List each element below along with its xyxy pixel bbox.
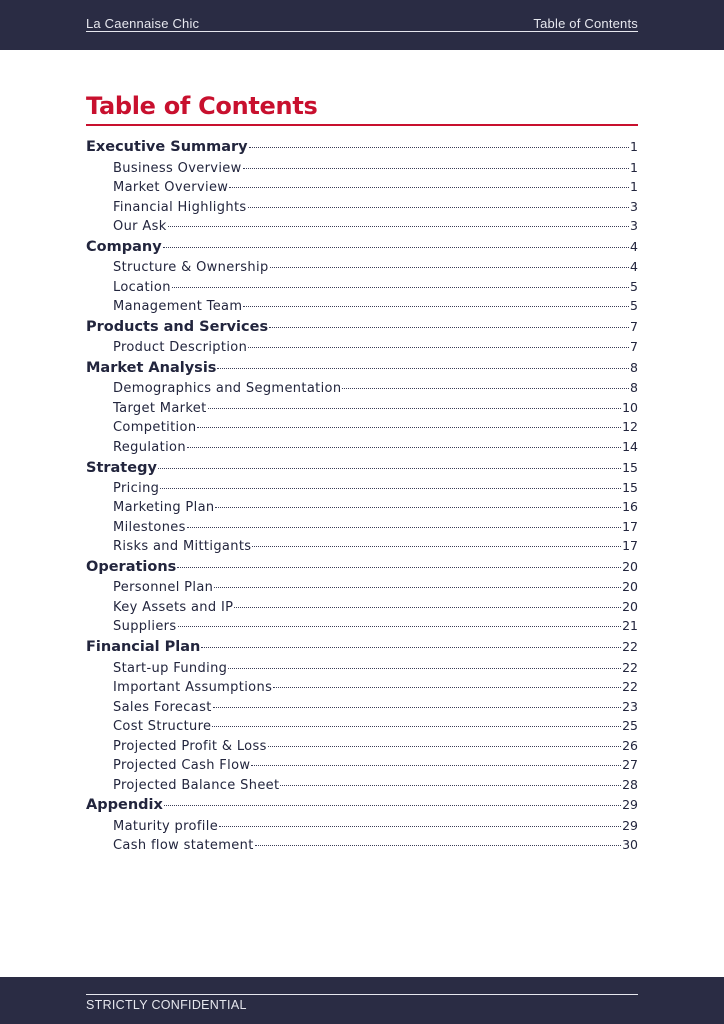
- toc-subsection-entry[interactable]: [86, 835, 638, 855]
- toc-entry-label: Financial Plan: [86, 639, 201, 656]
- toc-page-number: 3: [630, 198, 638, 214]
- toc-page-number: 1: [630, 179, 638, 195]
- toc-subsection-entry[interactable]: [86, 597, 638, 617]
- toc-entry-label: Milestones: [113, 519, 186, 535]
- toc-section-entry[interactable]: [86, 136, 638, 157]
- toc-entry-label: Product Description: [113, 340, 248, 356]
- toc-entry-label: Company: [86, 238, 162, 255]
- toc-subsection-entry[interactable]: [86, 517, 638, 537]
- toc-entry-label: Pricing: [113, 480, 160, 496]
- toc-entry-label: Cost Structure: [113, 719, 212, 735]
- toc-entry-label: Appendix: [86, 797, 163, 814]
- toc-section-entry[interactable]: [86, 357, 638, 378]
- toc-page-number: 27: [622, 757, 638, 773]
- toc-page-number: 1: [630, 139, 638, 155]
- toc-dot-leader: [177, 567, 621, 568]
- toc-entry-label: Sales Forecast: [113, 699, 212, 715]
- toc-page-number: 22: [622, 679, 638, 695]
- toc-entry-label: Executive Summary: [86, 139, 248, 156]
- toc-page-number: 20: [622, 559, 638, 575]
- toc-entry-label: Financial Highlights: [113, 199, 247, 215]
- toc-page-number: 25: [622, 718, 638, 734]
- toc-dot-leader: [208, 408, 622, 409]
- toc-entry-label: Projected Cash Flow: [113, 758, 251, 774]
- toc-subsection-entry[interactable]: [86, 775, 638, 795]
- toc-entry-label: Strategy: [86, 459, 157, 476]
- toc-entry-label: Suppliers: [113, 619, 177, 635]
- toc-dot-leader: [248, 347, 629, 348]
- toc-page-number: 20: [622, 598, 638, 614]
- toc-dot-leader: [243, 168, 629, 169]
- toc-entry-label: Target Market: [113, 400, 207, 416]
- toc-subsection-entry[interactable]: [86, 697, 638, 717]
- toc-page-number: 7: [630, 319, 638, 335]
- toc-entry-label: Business Overview: [113, 160, 242, 176]
- toc-page-number: 22: [622, 639, 638, 655]
- toc-entry-label: Products and Services: [86, 319, 269, 336]
- toc-subsection-entry[interactable]: [86, 478, 638, 498]
- toc-subsection-entry[interactable]: [86, 716, 638, 736]
- toc-entry-label: Market Overview: [113, 180, 229, 196]
- toc-dot-leader: [249, 147, 629, 148]
- toc-dot-leader: [228, 668, 621, 669]
- toc-page-number: 22: [622, 659, 638, 675]
- toc-dot-leader: [280, 785, 621, 786]
- toc-entry-label: Competition: [113, 420, 197, 436]
- toc-page-number: 28: [622, 776, 638, 792]
- header-divider: [86, 31, 638, 32]
- toc-entry-label: Structure & Ownership: [113, 260, 269, 276]
- toc-entry-label: Key Assets and IP: [113, 599, 234, 615]
- toc-page-number: 15: [622, 479, 638, 495]
- toc-page-number: 30: [622, 837, 638, 853]
- toc-entry-label: Projected Profit & Loss: [113, 738, 267, 754]
- toc-page-number: 4: [630, 259, 638, 275]
- toc-entry-label: Marketing Plan: [113, 500, 215, 516]
- toc-page-number: 8: [630, 380, 638, 396]
- title-underline: [86, 124, 638, 126]
- toc-entry-label: Regulation: [113, 439, 186, 455]
- toc-dot-leader: [160, 488, 621, 489]
- toc-page-number: 23: [622, 698, 638, 714]
- toc-page-number: 3: [630, 218, 638, 234]
- toc-subsection-entry[interactable]: [86, 216, 638, 236]
- toc-entry-label: Maturity profile: [113, 818, 219, 834]
- toc-page-number: 29: [622, 797, 638, 813]
- toc-entry-label: Projected Balance Sheet: [113, 777, 280, 793]
- toc-subsection-entry[interactable]: [86, 497, 638, 517]
- toc-subsection-entry[interactable]: [86, 658, 638, 678]
- confidentiality-notice: STRICTLY CONFIDENTIAL: [86, 998, 247, 1012]
- toc-dot-leader: [187, 527, 621, 528]
- toc-dot-leader: [214, 587, 621, 588]
- toc-subsection-entry[interactable]: [86, 616, 638, 636]
- toc-entry-label: Important Assumptions: [113, 680, 273, 696]
- toc-page-number: 7: [630, 339, 638, 355]
- toc-entry-label: Management Team: [113, 299, 243, 315]
- toc-section-entry[interactable]: [86, 316, 638, 337]
- footer-divider: [86, 994, 638, 995]
- toc-dot-leader: [270, 267, 629, 268]
- toc-dot-leader: [342, 388, 629, 389]
- toc-page-number: 8: [630, 360, 638, 376]
- toc-dot-leader: [217, 368, 629, 369]
- toc-subsection-entry[interactable]: [86, 257, 638, 277]
- toc-page-number: 17: [622, 538, 638, 554]
- toc-section-entry[interactable]: [86, 636, 638, 657]
- toc-dot-leader: [213, 707, 621, 708]
- toc-dot-leader: [255, 845, 621, 846]
- toc-dot-leader: [268, 746, 621, 747]
- toc-entry-label: Market Analysis: [86, 360, 217, 377]
- toc-dot-leader: [197, 427, 621, 428]
- toc-dot-leader: [168, 226, 629, 227]
- toc-page-number: 16: [622, 499, 638, 515]
- toc-dot-leader: [251, 765, 621, 766]
- toc-page-number: 14: [622, 438, 638, 454]
- toc-entry-label: Cash flow statement: [113, 838, 254, 854]
- toc-page-number: 15: [622, 459, 638, 475]
- toc-subsection-entry[interactable]: [86, 296, 638, 316]
- toc-page-number: 10: [622, 399, 638, 415]
- toc-subsection-entry[interactable]: [86, 577, 638, 597]
- toc-dot-leader: [172, 287, 629, 288]
- toc-section-entry[interactable]: [86, 457, 638, 478]
- toc-dot-leader: [248, 207, 630, 208]
- toc-dot-leader: [164, 805, 621, 806]
- toc-entry-label: Start-up Funding: [113, 660, 228, 676]
- toc-dot-leader: [187, 447, 621, 448]
- toc-subsection-entry[interactable]: [86, 677, 638, 697]
- page-footer-bar: [0, 977, 724, 1024]
- toc-dot-leader: [234, 607, 621, 608]
- toc-dot-leader: [229, 187, 629, 188]
- toc-dot-leader: [158, 468, 621, 469]
- toc-subsection-entry[interactable]: [86, 378, 638, 398]
- toc-dot-leader: [243, 306, 629, 307]
- toc-page-number: 12: [622, 419, 638, 435]
- toc-page-number: 20: [622, 579, 638, 595]
- toc-subsection-entry[interactable]: [86, 277, 638, 297]
- toc-dot-leader: [212, 726, 621, 727]
- header-section-name: Table of Contents: [533, 16, 638, 31]
- toc-section-entry[interactable]: [86, 556, 638, 577]
- toc-subsection-entry[interactable]: [86, 536, 638, 556]
- toc-page-number: 17: [622, 518, 638, 534]
- toc-subsection-entry[interactable]: [86, 755, 638, 775]
- toc-page-number: 5: [630, 298, 638, 314]
- toc-dot-leader: [163, 247, 629, 248]
- toc-subsection-entry[interactable]: [86, 177, 638, 197]
- toc-entry-label: Location: [113, 279, 171, 295]
- toc-subsection-entry[interactable]: [86, 197, 638, 217]
- page-title: Table of Contents: [86, 92, 318, 120]
- toc-dot-leader: [215, 507, 621, 508]
- toc-subsection-entry[interactable]: [86, 736, 638, 756]
- toc-subsection-entry[interactable]: [86, 337, 638, 357]
- page-header-bar: [0, 0, 724, 50]
- toc-entry-label: Demographics and Segmentation: [113, 381, 342, 397]
- toc-section-entry[interactable]: [86, 236, 638, 257]
- toc-dot-leader: [273, 687, 621, 688]
- toc-entry-label: Risks and Mittigants: [113, 539, 252, 555]
- toc-page-number: 21: [622, 618, 638, 634]
- toc-dot-leader: [269, 327, 629, 328]
- toc-page-number: 1: [630, 159, 638, 175]
- toc-page-number: 5: [630, 278, 638, 294]
- toc-dot-leader: [178, 626, 622, 627]
- toc-entry-label: Our Ask: [113, 219, 167, 235]
- toc-entry-label: Personnel Plan: [113, 580, 214, 596]
- toc-dot-leader: [252, 546, 621, 547]
- toc-subsection-entry[interactable]: [86, 158, 638, 178]
- toc-dot-leader: [201, 647, 621, 648]
- table-of-contents: [86, 136, 638, 855]
- toc-section-entry[interactable]: [86, 794, 638, 815]
- header-company-name: La Caennaise Chic: [86, 16, 200, 31]
- toc-subsection-entry[interactable]: [86, 816, 638, 836]
- toc-entry-label: Operations: [86, 559, 177, 576]
- toc-subsection-entry[interactable]: [86, 398, 638, 418]
- toc-page-number: 4: [630, 238, 638, 254]
- toc-subsection-entry[interactable]: [86, 417, 638, 437]
- toc-dot-leader: [219, 826, 621, 827]
- toc-page-number: 26: [622, 737, 638, 753]
- toc-page-number: 29: [622, 817, 638, 833]
- toc-subsection-entry[interactable]: [86, 437, 638, 457]
